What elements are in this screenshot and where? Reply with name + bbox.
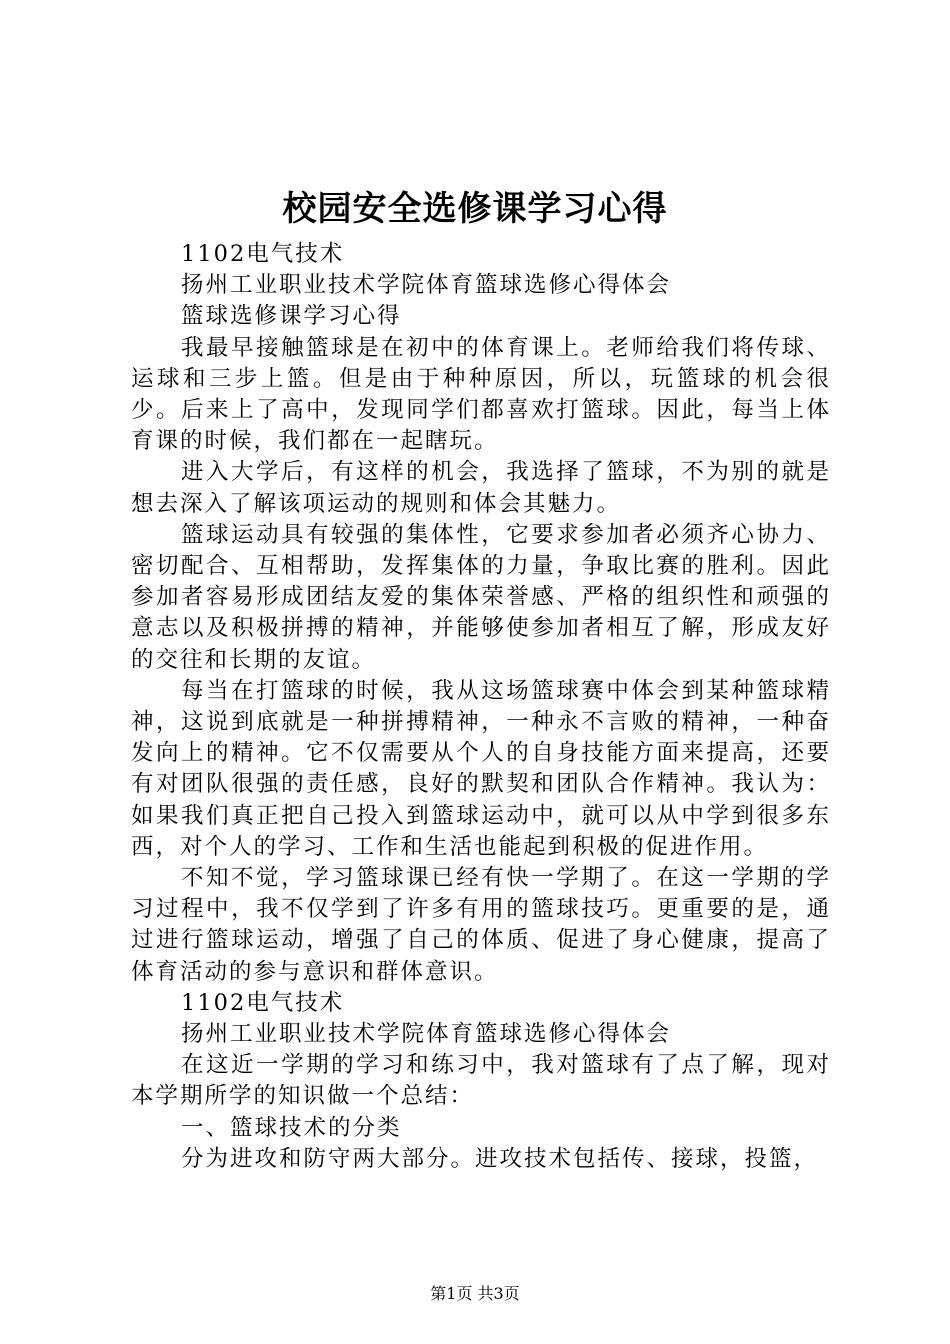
subtitle-line: 扬州工业职业技术学院体育篮球选修心得体会 [181,272,672,299]
section-heading: 一、篮球技术的分类 [181,1114,402,1141]
subtitle-line: 扬州工业职业技术学院体育篮球选修心得体会 [181,1021,672,1048]
body-paragraph: 分为进攻和防守两大部分。进攻技术包括传、接球，投篮， [181,1145,819,1172]
class-name-line: 1102电气技术 [181,241,345,267]
section-heading: 篮球选修课学习心得 [181,303,402,330]
document-title: 校园安全选修课学习心得 [282,189,668,229]
body-paragraph: 篮球运动具有较强的集体性，它要求参加者必须齐心协力、密切配合、互相帮助，发挥集体的力量，争取比赛的胜利。因此参加者容易形成团结友爱的集体荣誉感、严格的组织性和顽强的意志以及积极拼搏的精神，并能够使参加者相互了解，形成友好的交往和长期的友谊。 [131,521,831,673]
body-paragraph: 在这近一学期的学习和练习中，我对篮球有了点了解，现对本学期所学的知识做一个总结： [131,1052,831,1110]
body-paragraph: 不知不觉，学习篮球课已经有快一学期了。在这一学期的学习过程中，我不仅学到了许多有用的篮球技巧。更重要的是，通过进行篮球运动，增强了自己的体质、促进了身心健康，提高了体育活动的参与意识和群体意识。 [131,865,831,985]
body-paragraph: 每当在打篮球的时候，我从这场篮球赛中体会到某种篮球精神，这说到底就是一种拼搏精神，一种永不言败的精神，一种奋发向上的精神。它不仅需要从个人的自身技能方面来提高，还要有对团队很强的责任感，良好的默契和团队合作精神。我认为：如果我们真正把自己投入到篮球运动中，就可以从中学到很多东西，对个人的学习、工作和生活也能起到积极的促进作用。 [131,677,831,860]
class-name-line: 1102电气技术 [181,989,345,1016]
document-body [131,239,831,1175]
page-number-footer: 第1页 共3页 [430,1284,520,1303]
body-paragraph: 我最早接触篮球是在初中的体育课上。老师给我们将传球、运球和三步上篮。但是由于种种原因，所以，玩篮球的机会很少。后来上了高中，发现同学们都喜欢打篮球。因此，每当上体育课的时候，我们都在一起瞎玩。 [131,334,831,455]
body-paragraph: 进入大学后，有这样的机会，我选择了篮球，不为别的就是想去深入了解该项运动的规则和体会其魅力。 [131,459,831,517]
